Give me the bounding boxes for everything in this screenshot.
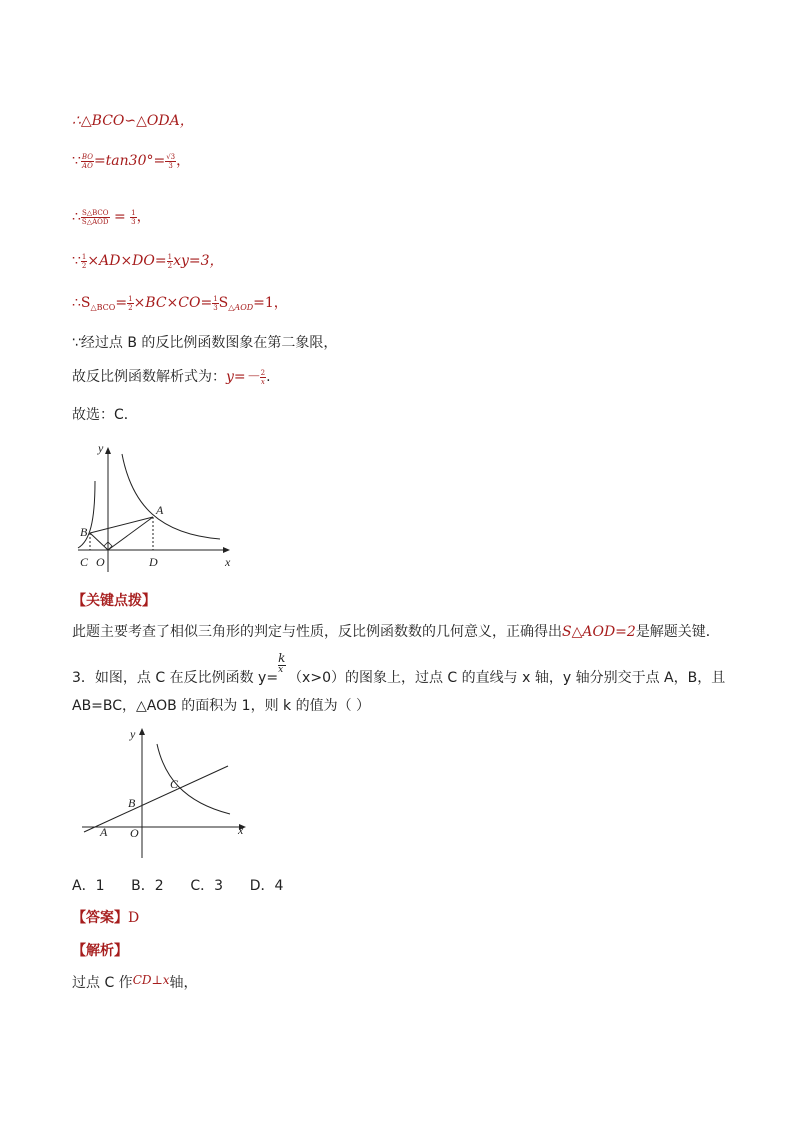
solution-line-4: ∵ $\frac{1}{2}$ ×AD×DO= $\frac{1}{2}$ xy=3，	[72, 252, 224, 270]
fraction-k-over-x: k x	[278, 651, 286, 675]
x-axis-arrow	[223, 547, 230, 553]
line-abc	[84, 766, 228, 832]
solution-line-6: ∵经过点 B 的反比例函数图象在第二象限，	[72, 335, 338, 351]
analysis-line-1: 过点 C 作CD⊥x轴，	[72, 973, 198, 991]
solution-line-5: $\therefore S_{\triangle BCO}=$ $\frac{1}{2}$ ×BC×CO= $\frac{1}{3}$ $S_{\triangle AOD}=1$，	[72, 294, 288, 312]
key-point-text: 此题主要考查了相似三角形的判定与性质，反比例函数数的几何意义，正确得出S△AOD=2是解题关键．	[72, 624, 720, 640]
label-a: A	[100, 825, 108, 839]
question-3-line-1: 3．如图，点 C 在反比例函数 y= k x （x>0）的图象上，过点 C 的直线与 x 轴，y 轴分别交于点 A，B，且	[72, 651, 726, 686]
solution-line-8: 故选：C．	[72, 407, 138, 423]
segment-oa	[108, 517, 153, 550]
solution-line-1: ∴△BCO∽△ODA，	[72, 113, 194, 129]
label-b: B	[128, 796, 136, 810]
label-c: C	[80, 555, 89, 569]
solution-line-3: ∴ $\frac{\text{S△BCO}}{\text{S△AOD}}$ = $\frac{1}{3}$ ，	[72, 208, 151, 226]
label-x: x	[238, 823, 244, 837]
question-3-line-2: AB=BC，△AOB 的面积为 1，则 k 的值为（ ）	[72, 698, 371, 714]
figure-line-and-hyperbola	[78, 724, 258, 862]
solution-line-7: 故反比例函数解析式为：y=－ $\frac{2}{x}$ .	[72, 368, 271, 386]
label-o: O	[96, 555, 105, 569]
y-axis-arrow	[105, 447, 111, 454]
label-y: y	[130, 727, 136, 741]
hyperbola-first-quadrant	[122, 454, 220, 539]
solution-line-2: ∵ $\frac{BO}{AO}$ =tan30°= $\frac{√3}{3}$ ，	[72, 152, 191, 170]
hyperbola	[157, 744, 230, 814]
figure-inverse-proportion-triangles	[70, 436, 240, 576]
label-o: O	[130, 826, 139, 840]
label-c: C	[170, 777, 179, 791]
label-x: x	[225, 555, 231, 569]
analysis-heading: 【解析】	[72, 943, 128, 959]
label-y: y	[98, 441, 104, 455]
y-axis-arrow	[139, 728, 145, 735]
segment-bo	[90, 533, 108, 550]
label-b: B	[80, 525, 88, 539]
label-d: D	[149, 555, 158, 569]
answer-choices: A．1 B．2 C．3 D．4	[72, 878, 284, 894]
key-point-heading: 【关键点拨】	[72, 593, 156, 609]
answer-line: 【答案】D	[72, 910, 140, 926]
label-a: A	[156, 503, 164, 517]
segment-ba	[90, 517, 153, 533]
